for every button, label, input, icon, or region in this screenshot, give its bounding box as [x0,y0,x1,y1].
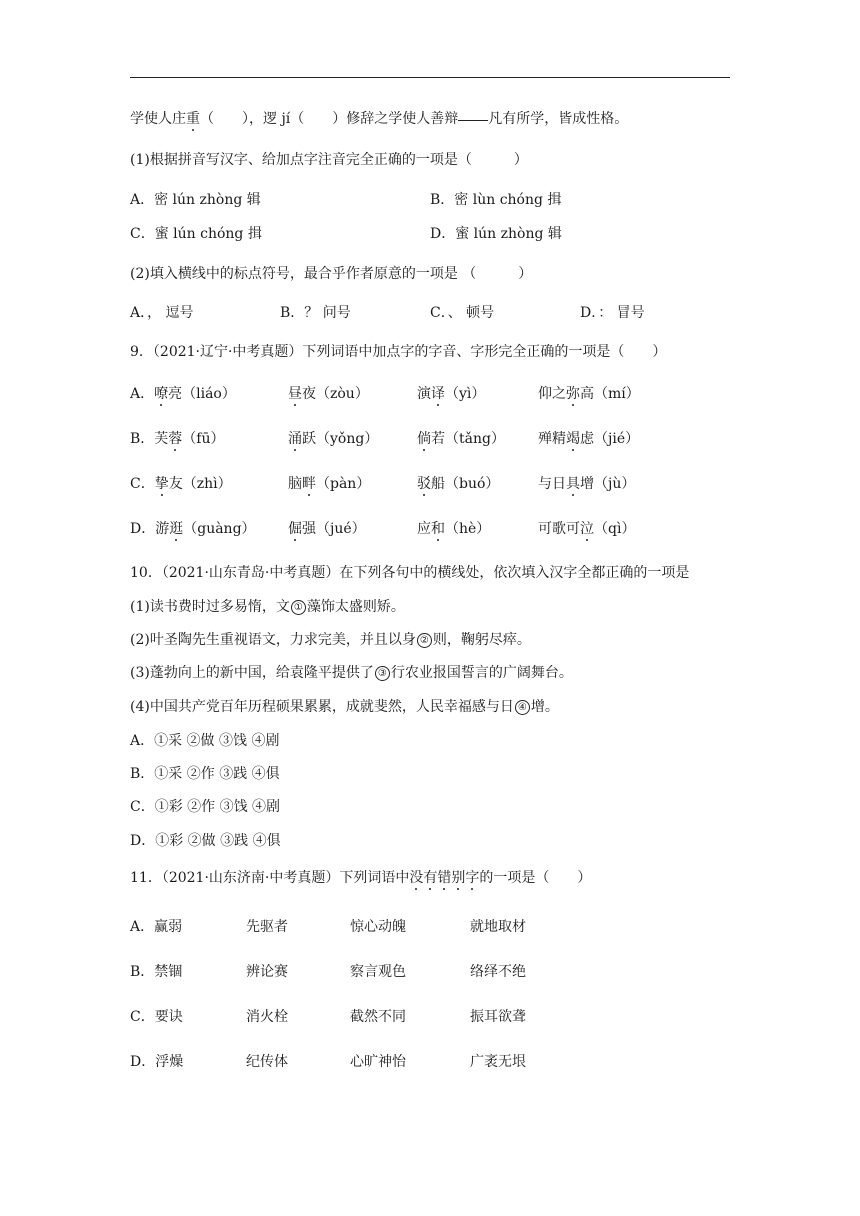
blank-marker: ① [291,600,306,615]
option-label: C． [130,476,155,492]
q11-option-word: 心旷神怡 [350,1054,406,1070]
intro-text-1: 学使人庄 [130,111,186,127]
q8-2-stem: (2)填入横线中的标点符号，最合乎作者原意的一项是 （ ） [130,266,533,282]
q9-option-a-item: 演译（yì） [417,386,486,402]
option-label: A． [130,386,155,402]
dotted-char: 具 [566,476,580,492]
dotted-char: 挚 [154,476,169,492]
q11-option-word: 辨论赛 [246,964,288,980]
q8-1-option-c: C．蜜 lún chóng 揖 [130,226,262,242]
header-rule [130,77,730,78]
intro-text-2: （ ），逻 jí（ ）修辞之学使人善辩 [200,111,459,127]
q9-option-a-item: 仰之弥高（mí） [538,386,640,402]
q11-option-word: D．浮燥 [130,1054,184,1070]
q10-sentence-4: (4)中国共产党百年历程硕果累累，成就斐然，人民幸福感与日 ④ 增。 [130,699,559,715]
q11-option-word: 络绎不绝 [470,964,526,980]
q11-option-word: 振耳欲聋 [470,1009,526,1025]
q9-option-a-item: 昼夜（zòu） [288,386,369,402]
dotted-char: 驳 [417,476,431,492]
dotted-char: 嘹 [154,386,169,402]
dotted-char: 逛 [169,521,184,537]
q10-sentence-1: (1)读书费时过多易惰，文 ① 藻饰太盛则矫。 [130,599,405,615]
dotted-char: 和 [431,521,445,537]
blank-marker: ④ [515,700,530,715]
q8-2-option-c: C．、 顿号 [430,305,495,321]
dotted-char: 弥 [566,386,580,402]
dotted-char: 译 [431,386,445,402]
q8-1-stem: (1)根据拼音写汉字、给加点字注音完全正确的一项是（ ） [130,152,528,168]
q11-dotted-phrase: 没有错别字 [409,870,480,886]
q9-option-b-item: 涌跃（yǒng） [288,431,379,447]
dotted-char: 涌 [288,431,302,447]
q10-option-c: C．①彩 ②作 ③饯 ④剧 [130,799,281,815]
q11-option-word: 消火栓 [246,1009,288,1025]
q9-option-c-item: C．挚友（zhì） [130,476,232,492]
q10-sentence-3: (3)蓬勃向上的新中国，给袁隆平提供了 ③ 行农业报国誓言的广阔舞台。 [130,665,573,681]
q11-option-word: C．要诀 [130,1009,183,1025]
q10-sentence-2: (2)叶圣陶先生重视语文，力求完美，并且以身 ② 则，鞠躬尽瘁。 [130,632,531,648]
dotted-char: 泣 [580,521,594,537]
q10-stem: 10．（2021·山东青岛·中考真题）在下列各句中的横线处，依次填入汉字全都正确的一项是 [130,565,690,581]
q9-option-c-item: 脑畔（pàn） [288,476,371,492]
q11-option-word: 截然不同 [350,1009,406,1025]
q9-option-a-item: A．嘹亮（liáo） [130,386,236,402]
q8-1-option-d: D．蜜 lún zhòng 辑 [430,226,562,242]
q9-option-c-item: 驳船（buó） [417,476,500,492]
q8-2-option-a: A．， 逗号 [130,305,194,321]
blank-marker: ③ [375,666,390,681]
dotted-char: 昼 [288,386,302,402]
q9-stem: 9．（2021·辽宁·中考真题）下列词语中加点字的字音、字形完全正确的一项是（ ） [130,344,667,360]
q8-2-option-d: D．： 冒号 [580,305,645,321]
intro-text-3: 凡有所学，皆成性格。 [488,111,629,127]
q11-option-word: 察言观色 [350,964,406,980]
q11-option-word: 就地取材 [470,919,526,935]
q11-option-word: 广袤无垠 [470,1054,526,1070]
q9-option-d-item: 可歌可泣（qì） [538,521,636,537]
q8-1-option-b: B．密 lùn chóng 揖 [430,192,562,208]
q9-option-d-item: D．游逛（guàng） [130,521,256,537]
q10-option-d: D．①彩 ②做 ③践 ④俱 [130,833,281,849]
q11-stem: 11．（2021·山东济南·中考真题）下列词语中没有错别字的一项是（ ） [130,870,592,886]
q9-option-b-item: B．芙蓉（fū） [130,431,225,447]
q11-option-word: 纪传体 [246,1054,288,1070]
q9-option-d-item: 倔强（jué） [288,521,366,537]
q10-option-a: A．①采 ②做 ③饯 ④剧 [130,733,280,749]
q11-option-word: A．赢弱 [130,919,183,935]
q9-option-d-item: 应和（hè） [417,521,491,537]
dotted-char: 蓉 [168,431,183,447]
q11-option-word: 先驱者 [246,919,288,935]
q10-option-b: B．①采 ②作 ③践 ④俱 [130,766,280,782]
intro-line [130,108,628,129]
intro-dotted-char: 重 [186,111,200,127]
dotted-char: 竭 [566,431,580,447]
q9-option-b-item: 倘若（tǎng） [417,431,505,447]
dotted-char: 倘 [417,431,431,447]
option-label: B． [130,431,155,447]
q8-1-option-a: A．密 lún zhòng 辑 [130,192,261,208]
q9-option-b-item: 殚精竭虑（jié） [538,431,640,447]
q11-option-word: B．禁锢 [130,964,183,980]
option-label: D． [130,521,156,537]
q9-option-c-item: 与日具增（jù） [538,476,636,492]
q8-2-option-b: B．？ 问号 [280,305,351,321]
dotted-char: 倔 [288,521,302,537]
fill-blank [458,108,488,121]
blank-marker: ② [417,633,432,648]
dotted-char: 畔 [302,476,316,492]
q11-option-word: 惊心动魄 [350,919,406,935]
